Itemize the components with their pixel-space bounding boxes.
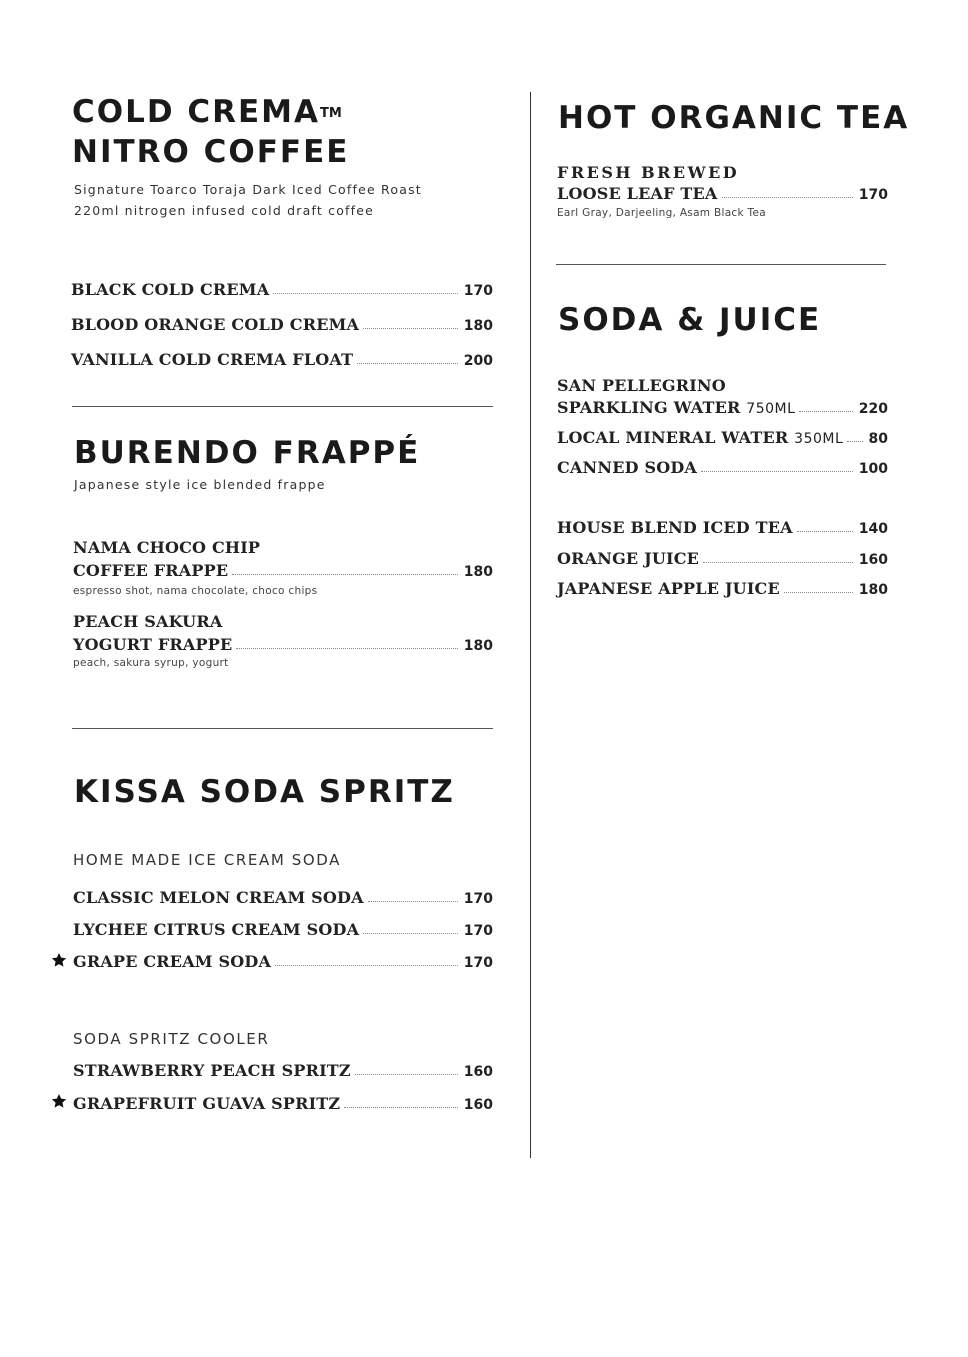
item-price: 100 xyxy=(858,461,888,477)
item-price: 180 xyxy=(858,582,888,598)
item-volume: 750ML xyxy=(746,401,796,417)
menu-item xyxy=(557,181,888,203)
dot-leader xyxy=(799,411,852,412)
dot-leader xyxy=(847,441,862,442)
menu-item xyxy=(71,312,493,334)
dot-leader xyxy=(703,562,853,563)
menu-item xyxy=(73,632,493,654)
cold-crema-title-line2: NITRO COFFEE xyxy=(72,134,350,170)
menu-item xyxy=(557,425,888,447)
item-name: BLACK COLD CREMA xyxy=(71,280,270,299)
cold-crema-description-2: 220ml nitrogen infused cold draft coffee xyxy=(74,203,375,218)
item-price: 180 xyxy=(463,638,493,654)
soda-juice-title: SODA & JUICE xyxy=(558,302,822,338)
dot-leader xyxy=(275,965,458,966)
item-price: 170 xyxy=(463,283,493,299)
item-name xyxy=(557,428,843,447)
dot-leader xyxy=(797,531,853,532)
menu-item xyxy=(73,558,493,580)
item-name: CLASSIC MELON CREAM SODA xyxy=(73,888,364,907)
item-price: 160 xyxy=(858,552,888,568)
dot-leader xyxy=(363,328,458,329)
menu-item xyxy=(557,576,888,598)
menu-item xyxy=(557,395,888,417)
menu-item xyxy=(557,455,888,477)
cold-crema-title: COLD CREMA™ xyxy=(72,94,342,130)
item-name: BLOOD ORANGE COLD CREMA xyxy=(71,315,360,334)
item-price: 180 xyxy=(463,564,493,580)
item-price: 170 xyxy=(463,955,493,971)
ice-cream-soda-heading: HOME MADE ICE CREAM SODA xyxy=(73,851,342,869)
item-name-line1: FRESH BREWED xyxy=(557,163,740,182)
item-price: 80 xyxy=(868,431,888,447)
item-name-text: LOCAL MINERAL WATER xyxy=(557,428,789,447)
item-price: 220 xyxy=(858,401,888,417)
dot-leader xyxy=(701,471,853,472)
item-name: YOGURT FRAPPE xyxy=(73,635,233,654)
dot-leader xyxy=(357,363,458,364)
column-divider xyxy=(530,92,531,1158)
item-name: JAPANESE APPLE JUICE xyxy=(557,579,780,598)
item-name: GRAPEFRUIT GUAVA SPRITZ xyxy=(73,1094,341,1113)
spritz-cooler-heading: SODA SPRITZ COOLER xyxy=(73,1030,270,1048)
spritz-title: KISSA SODA SPRITZ xyxy=(74,774,455,810)
item-price: 160 xyxy=(463,1064,493,1080)
menu-item xyxy=(73,1058,493,1080)
item-price: 170 xyxy=(463,923,493,939)
item-price: 180 xyxy=(463,318,493,334)
item-name xyxy=(557,398,795,417)
menu-item xyxy=(73,949,493,971)
item-name: VANILLA COLD CREMA FLOAT xyxy=(71,350,354,369)
menu-item xyxy=(73,885,493,907)
menu-item xyxy=(73,917,493,939)
dot-leader xyxy=(784,592,853,593)
menu-item xyxy=(557,515,888,537)
tea-title: HOT ORGANIC TEA xyxy=(558,100,910,136)
item-name-text: SPARKLING WATER xyxy=(557,398,741,417)
dot-leader xyxy=(355,1074,458,1075)
dot-leader xyxy=(363,933,458,934)
item-volume: 350ML xyxy=(794,431,844,447)
cold-crema-description: Signature Toarco Toraja Dark Iced Coffee Roast xyxy=(74,182,422,197)
item-name: COFFEE FRAPPE xyxy=(73,561,229,580)
menu-item xyxy=(71,347,493,369)
item-name: STRAWBERRY PEACH SPRITZ xyxy=(73,1061,351,1080)
item-price: 170 xyxy=(463,891,493,907)
tea-varieties: Earl Gray, Darjeeling, Asam Black Tea xyxy=(557,207,766,219)
menu-item xyxy=(557,546,888,568)
item-name: HOUSE BLEND ICED TEA xyxy=(557,518,793,537)
menu-item xyxy=(71,277,493,299)
frappe-description: Japanese style ice blended frappe xyxy=(74,477,326,492)
section-rule xyxy=(556,264,886,265)
item-ingredients: espresso shot, nama chocolate, choco chips xyxy=(73,585,318,597)
item-price: 200 xyxy=(463,353,493,369)
item-name: LOOSE LEAF TEA xyxy=(557,184,718,203)
item-name: LYCHEE CITRUS CREAM SODA xyxy=(73,920,360,939)
dot-leader xyxy=(273,293,457,294)
item-name: CANNED SODA xyxy=(557,458,698,477)
star-icon xyxy=(51,1093,67,1109)
dot-leader xyxy=(344,1107,458,1108)
item-name: ORANGE JUICE xyxy=(557,549,700,568)
section-rule xyxy=(72,406,493,407)
item-price: 160 xyxy=(463,1097,493,1113)
item-ingredients: peach, sakura syrup, yogurt xyxy=(73,657,229,669)
dot-leader xyxy=(232,574,457,575)
trademark-mark: TM xyxy=(320,106,342,121)
item-price: 170 xyxy=(858,187,888,203)
section-rule xyxy=(72,728,493,729)
dot-leader xyxy=(722,197,853,198)
menu-item xyxy=(73,1091,493,1113)
item-name-line1: NAMA CHOCO CHIP xyxy=(73,538,261,557)
dot-leader xyxy=(236,648,457,649)
item-price: 140 xyxy=(858,521,888,537)
dot-leader xyxy=(368,901,458,902)
frappe-title: BURENDO FRAPPÉ xyxy=(74,435,421,471)
star-icon xyxy=(51,952,67,968)
item-name-line1: PEACH SAKURA xyxy=(73,612,223,631)
item-name-line1: SAN PELLEGRINO xyxy=(557,376,726,395)
item-name: GRAPE CREAM SODA xyxy=(73,952,272,971)
